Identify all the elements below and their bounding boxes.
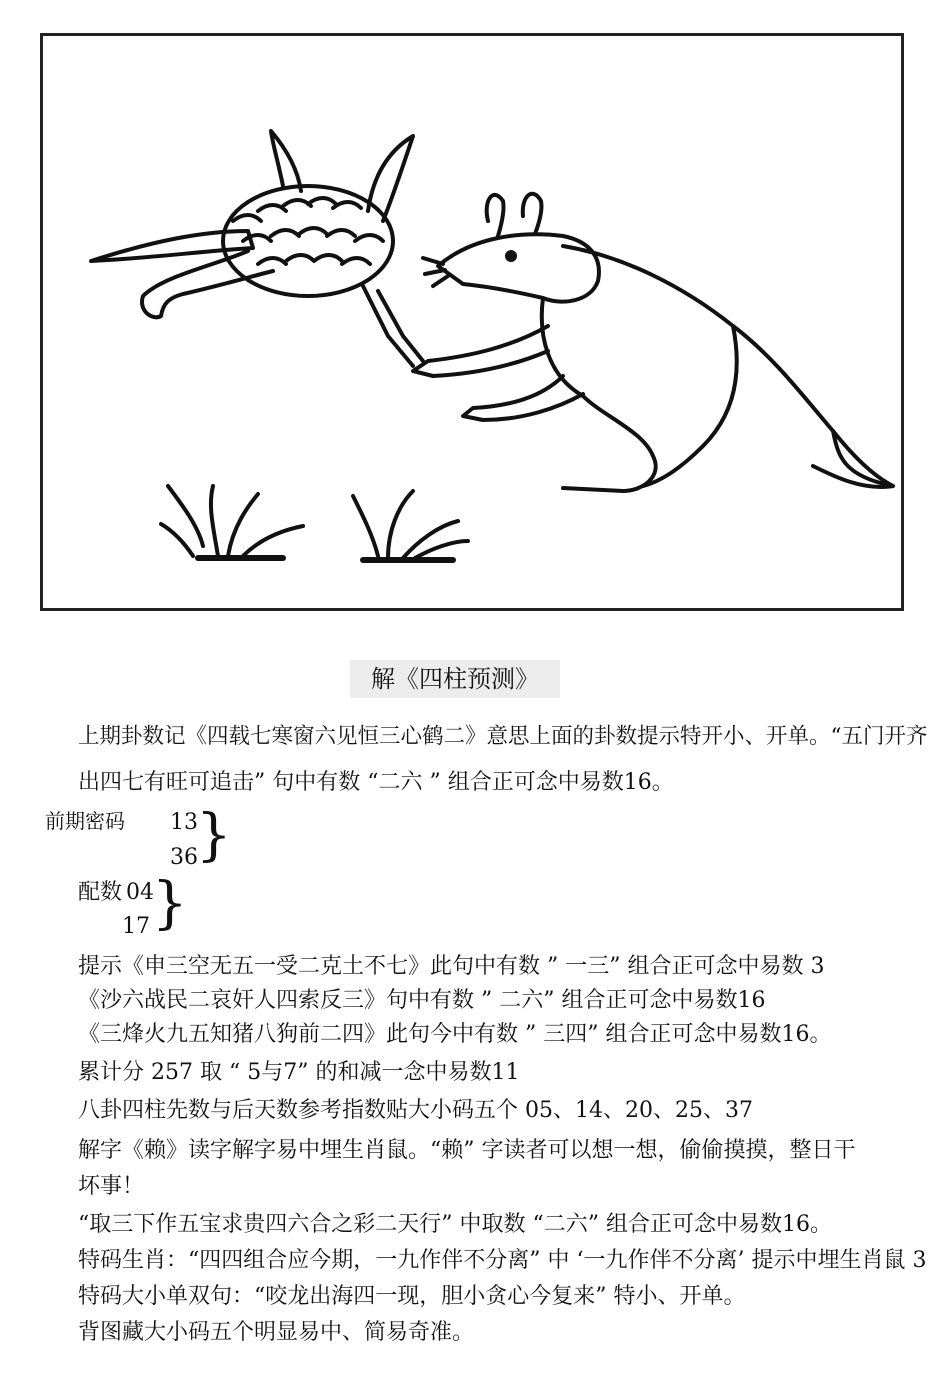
prev-code-value-1: 13 bbox=[170, 810, 198, 835]
pair-numbers-label: 配数 bbox=[78, 880, 123, 905]
hint-line: 特码大小单双句：“咬龙出海四一现，胆小贪心今复来” 特小、开单。 bbox=[78, 1284, 746, 1309]
hint-line: 累计分 257 取 “ 5与7” 的和减一念中易数11 bbox=[78, 1060, 520, 1085]
rat-ear-left bbox=[487, 195, 504, 236]
illustration-frame bbox=[40, 33, 904, 611]
hint-line: 《沙六战民二哀奸人四索反三》句中有数 ” 二六” 组合正可念中易数16 bbox=[78, 988, 766, 1013]
rat-and-pinecone-illustration bbox=[43, 36, 901, 608]
pinecone-scales bbox=[233, 198, 383, 264]
grass-tuft-right bbox=[353, 491, 468, 558]
intro-line-1: 上期卦数记《四载七寒窗六见恒三心鹤二》意思上面的卦数提示特开小、开单。“五门开齐 bbox=[78, 724, 928, 749]
hint-line: 解字《赖》读字解字易中埋生肖鼠。“赖” 字读者可以想一想，偷偷摸摸，整日干 bbox=[78, 1138, 856, 1163]
hint-line: 背图藏大小码五个明显易中、简易奇准。 bbox=[78, 1320, 475, 1345]
page-title: 解《四柱预测》 bbox=[350, 660, 560, 698]
rat-belly bbox=[542, 298, 656, 491]
pair-numbers-value-2: 17 bbox=[122, 914, 150, 939]
pair-numbers-brace: } bbox=[152, 871, 188, 936]
prev-code-label: 前期密码 bbox=[45, 809, 125, 833]
rat-eye bbox=[507, 252, 515, 260]
spike-left bbox=[271, 131, 301, 191]
hint-line: “取三下作五宝求贵四六合之彩二天行” 中取数 “二六” 组合正可念中易数16。 bbox=[78, 1212, 832, 1237]
rat-back bbox=[563, 246, 893, 486]
intro-line-2: 出四七有旺可追击” 句中有数 “二六 ” 组合正可念中易数16。 bbox=[78, 770, 674, 795]
prev-code-brace: } bbox=[196, 803, 232, 868]
hint-line: 八卦四柱先数与后天数参考指数贴大小码五个 05、14、20、25、37 bbox=[78, 1098, 753, 1123]
rat-front-arm-upper bbox=[413, 326, 548, 376]
prev-code-value-2: 36 bbox=[170, 845, 198, 870]
pair-numbers-value-1: 04 bbox=[126, 880, 154, 905]
rat-ear-right bbox=[523, 194, 542, 234]
hint-line: 《三烽火九五知猪八狗前二四》此句今中有数 ” 三四” 组合正可念中易数16。 bbox=[78, 1022, 832, 1047]
grass-tuft-left bbox=[161, 486, 303, 556]
rat-head bbox=[438, 234, 599, 301]
hint-line: 特码生肖：“四四组合应今期，一九作伴不分离” 中 ‘一九作伴不分离’ 提示中埋生肖鼠 3 bbox=[78, 1248, 927, 1273]
hint-line: 提示《申三空无五一受二克土不七》此句中有数 ” 一三” 组合正可念中易数 3 bbox=[78, 954, 825, 979]
hint-line: 坏事！ bbox=[78, 1174, 145, 1199]
pinecone-stem bbox=[363, 286, 423, 366]
